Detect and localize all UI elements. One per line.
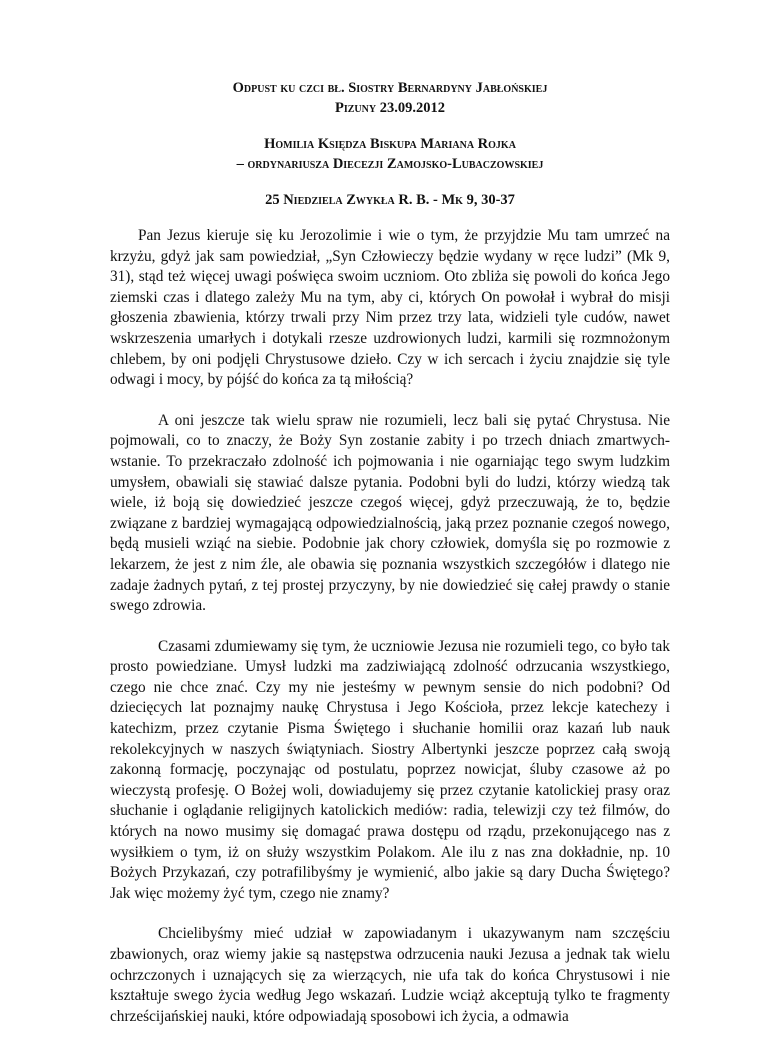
paragraph-1: Pan Jezus kieruje się ku Jerozolimie i wie o tym, że przyjdzie Mu tam umrzeć na krzyżu, gdyż jak sam powiedział, „Syn Człowieczy będzie wydany w ręce ludzi” (Mk 9, 31), stąd też więcej uwagi poświęca swoim uczniom. Oto zbliża się powoli do końca Jego ziemski czas i dlatego zależy Mu na tym, aby ci, których On powołał i wybrał do misji głoszenia zbawienia, którzy trwali przy Nim przez trzy lata, widzieli tyle cudów, nawet wskrzeszenia umarłych i dotykali rzesze uzdrowionych ludzi, karmili się rozmnożonym chlebem, by oni podjęli Chrystusowe dzieło. Czy w ich sercach i życiu znajdzie się tyle odwagi i mocy, by pójść do końca za tą miłością? xyxy=(110,227,670,389)
paragraph-2: A oni jeszcze tak wielu spraw nie rozumieli, lecz bali się pytać Chrystusa. Nie pojmowali, co to znaczy, że Boży Syn zostanie zabity i po trzech dniach zmartwychwstanie. To przekraczało zdolność ich pojmowania i nie ogarniając tego swym ludzkim umysłem, obawiali się stawiać dalsze pytania. Podobni byli do ludzi, którzy wiedzą tak wiele, iż boją się dowiedzieć jeszcze czegoś więcej, gdyż przeczuwają, że to, będzie związane z bardziej wymagającą odpowiedzialnością, jaką przez poznanie czegoś nowego, będą musieli wziąć na siebie. Podobnie jak chory człowiek, domyśla się po rozmowie z lekarzem, że jest z nim źle, ale obawia się poznania wszystkich szczegółów i dlatego nie zadaje żadnych pytań, z tej prostej przyczyny, by nie dowiedzieć się całej prawdy o stanie swego zdrowia. xyxy=(110,411,670,615)
paragraph-4: Chcielibyśmy mieć udział w zapowiadanym i ukazywanym nam szczęściu zbawionych, oraz wiemy jakie są następstwa odrzucenia nauki Jezusa a jednak tak wielu ochrzczonych i uznających się za wierzących, nie ufa tak do końca Chrystusowi i nie kształtuje swego życia według Jego wskazań. Ludzie wciąż akceptują tylko te fragmenty chrześcijańskiej nauki, które odpowiadają sposobowi ich życia, a odmawia xyxy=(110,925,670,1025)
event-title: Odpust ku czci bł. Siostry Bernardyny Jabłońskiej xyxy=(232,80,548,96)
homily-title: Homilia Księdza Biskupa Mariana Rojka xyxy=(264,136,516,152)
homily-block xyxy=(110,134,670,174)
liturgy-block xyxy=(110,190,670,210)
liturgy-reference: 25 Niedziela Zwykła R. B. - Mk 9, 30-37 xyxy=(265,192,515,208)
title-block xyxy=(110,78,670,118)
homily-subtitle: – ordynariusza Diecezji Zamojsko-Lubaczowskiej xyxy=(236,156,544,172)
document-page xyxy=(110,78,670,1047)
event-place-date: Pizuny 23.09.2012 xyxy=(335,100,445,116)
paragraph-3: Czasami zdumiewamy się tym, że uczniowie Jezusa nie rozumieli tego, co było tak prosto powiedziane. Umysł ludzki ma zadziwiającą zdolność odrzucania wszystkiego, czego nie chce znać. Czy my nie jesteśmy w pewnym sensie do nich podobni? Od dziecięcych lat poznajmy naukę Chrystusa i Jego Kościoła, przez lekcje katechezy i katechizm, przez czytanie Pisma Świętego i słuchanie homilii oraz kazań lub nauk rekolekcyjnych w naszych świątyniach. Siostry Albertynki jeszcze poprzez całą swoją zakonną formację, poczynając od postulatu, poprzez nowicjat, śluby czasowe aż po wieczystą profesję. O Bożej woli, dowiadujemy się przez czytanie katolickiej prasy oraz słuchanie i oglądanie religijnych katolickich mediów: radia, telewizji czy też filmów, do których na nowo musimy się domagać prawa dostępu od rządu, przekonującego nas z wysiłkiem o tym, iż on służy wszystkim Polakom. Ale ilu z nas zna dokładnie, np. 10 Bożych Przykazań, czy potrafilibyśmy je wymienić, albo jakie są dary Ducha Świętego? Jak więc możemy żyć tym, czego nie znamy? xyxy=(110,637,670,902)
